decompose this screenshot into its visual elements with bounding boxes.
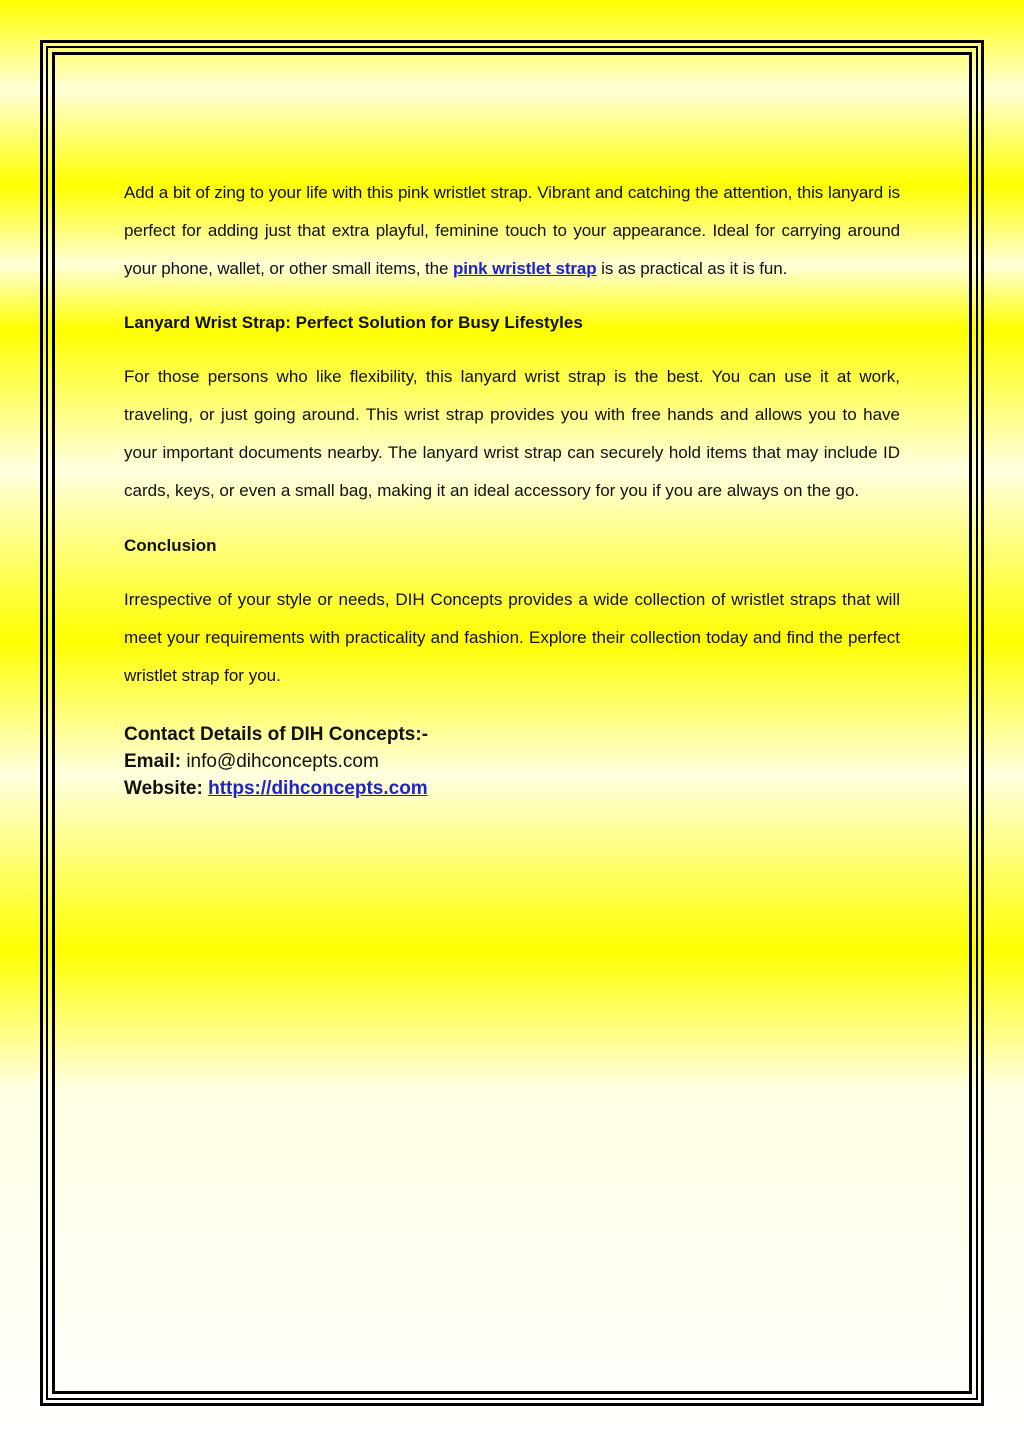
pink-wristlet-strap-link[interactable]: pink wristlet strap xyxy=(452,259,597,278)
document-body xyxy=(124,174,900,802)
website-label: Website: xyxy=(124,778,203,799)
lanyard-section-paragraph: For those persons who like flexibility, this lanyard wrist strap is the best. You can use it at work, traveling, or just going around. This wrist strap provides you with free hands and allows you to have your important documents nearby. The lanyard wrist strap can securely hold items that may include ID cards, keys, or even a small bag, making it an ideal accessory for you if you are always on the go. xyxy=(124,367,900,500)
conclusion-heading: Conclusion xyxy=(124,536,217,555)
contact-email-row xyxy=(124,748,900,775)
contact-details xyxy=(124,721,900,802)
intro-text-after-link: is as practical as it is fun. xyxy=(596,259,788,278)
intro-text-before-link: Add a bit of zing to your life with this pink wristlet strap. Vibrant and catching the attention, this lanyard is perfect for adding just that extra playful, feminine touch to your appearance. Ideal for carrying around your phone, wallet, or other small items, the xyxy=(124,183,900,278)
conclusion-paragraph: Irrespective of your style or needs, DIH Concepts provides a wide collection of wristlet straps that will meet your requirements with practicality and fashion. Explore their collection today and find the perfect wristlet strap for you. xyxy=(124,590,900,685)
intro-paragraph xyxy=(124,174,900,288)
contact-title: Contact Details of DIH Concepts:- xyxy=(124,724,429,745)
email-value: info@dihconcepts.com xyxy=(186,751,379,772)
website-link[interactable]: https://dihconcepts.com xyxy=(208,778,428,799)
contact-website-row xyxy=(124,775,900,802)
lanyard-section-heading: Lanyard Wrist Strap: Perfect Solution for Busy Lifestyles xyxy=(124,313,583,332)
email-label: Email: xyxy=(124,751,182,772)
